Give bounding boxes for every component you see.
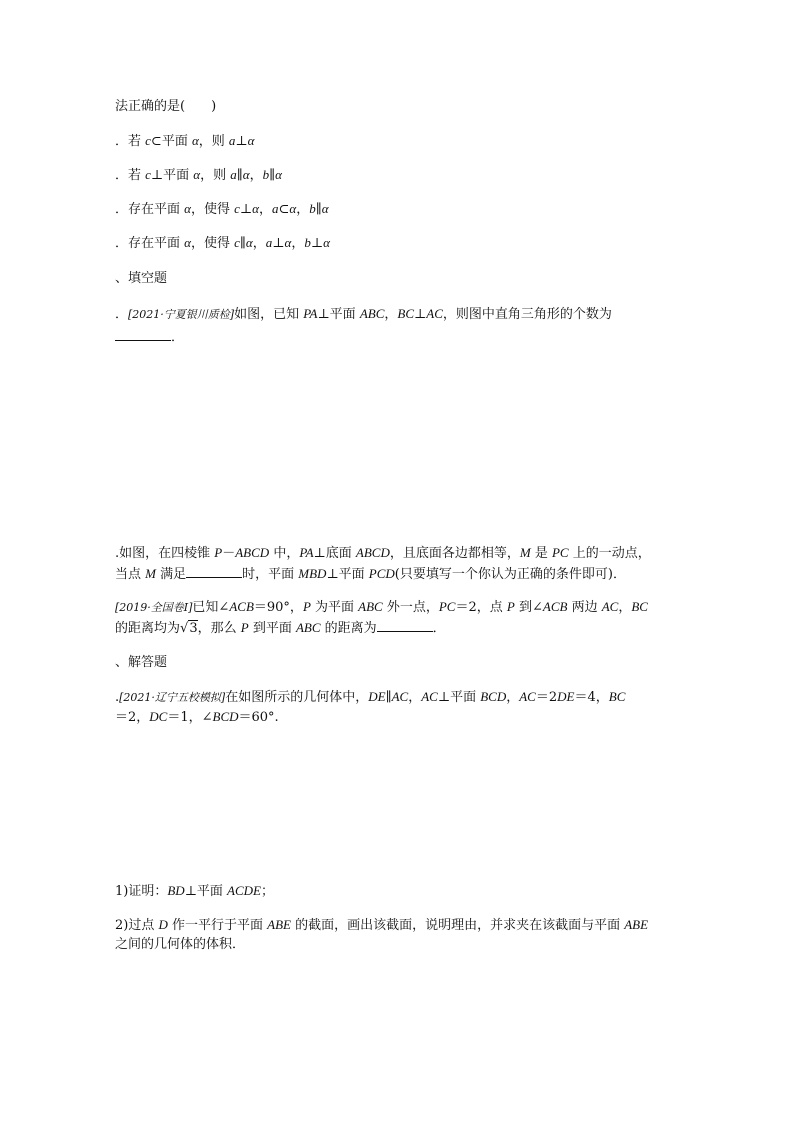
math-var: AC [601, 599, 619, 614]
option-c [115, 201, 329, 218]
section-heading-fill [115, 271, 167, 287]
math-var: P [240, 620, 249, 635]
fill-question-1 [115, 306, 612, 323]
question-text: ． [115, 307, 129, 322]
math-var: M [519, 545, 531, 560]
answer-blank[interactable] [115, 328, 171, 341]
option-text: ．存在平面 [115, 236, 185, 251]
math-var: PA [299, 545, 314, 560]
math-var: c [145, 133, 151, 148]
question-text: ， [384, 307, 398, 322]
fill-question-3-line-1 [115, 599, 648, 616]
question-text: ； [261, 884, 275, 899]
fill-question-2-line-1 [115, 545, 651, 562]
question-text: 两边 [567, 600, 602, 615]
math-var: BC [631, 599, 648, 614]
option-text: ，则 [198, 134, 229, 149]
question-text: ，则图中直角三角形的个数为 [442, 307, 612, 322]
question-text: 上的一动点， [568, 546, 651, 561]
math-var: a [265, 235, 273, 250]
option-text: ，使得 [190, 236, 235, 251]
math-var: α [323, 235, 330, 250]
math-var: MBD [298, 566, 327, 581]
option-text: ．若 [115, 168, 146, 183]
math-var: ACB [542, 599, 568, 614]
math-var: α [284, 235, 292, 250]
question-text: 作一平行于平面 [167, 918, 268, 933]
math-var: AC [421, 689, 438, 704]
answer-blank[interactable] [186, 565, 242, 578]
option-text: ．若 [115, 134, 146, 149]
option-b [115, 167, 282, 184]
math-var: c [145, 167, 151, 182]
question-text: 如图，已知 [234, 307, 304, 322]
question-text: ⊥平面 [326, 567, 369, 582]
question-text: 是 [530, 546, 552, 561]
math-var: ACDE [227, 883, 261, 898]
math-var: b [309, 201, 316, 216]
fill-question-1-answer [115, 328, 184, 346]
sqrt-radicand: 3 [189, 621, 198, 636]
math-var: M [145, 566, 156, 581]
question-text: 到∠ [514, 600, 543, 615]
math-var: α [184, 201, 191, 216]
question-text: 时，平面 [242, 567, 299, 582]
math-var: c [234, 201, 240, 216]
math-var: ABC [358, 599, 383, 614]
sqrt-symbol: √ [180, 621, 189, 636]
option-text: ⊥ [235, 134, 248, 149]
question-text: ⊥平面 [184, 884, 228, 899]
source-tag: [2019·全国卷Ⅰ] [115, 601, 193, 614]
question-text: (只要填写一个你认为正确的条件即可)． [394, 567, 626, 582]
math-var: b [304, 235, 311, 250]
math-var: PA [303, 306, 318, 321]
option-text: ∥ [269, 168, 276, 183]
math-var: ABC [359, 306, 385, 321]
question-text: 1)证明： [115, 884, 168, 899]
math-var: BD [167, 883, 185, 898]
math-var: b [262, 167, 270, 182]
question-text: 当点 [115, 567, 146, 582]
question-text: 中， [269, 546, 300, 561]
sub-question-2-line-1 [115, 917, 648, 934]
math-var: AC [519, 689, 536, 704]
answer-blank[interactable] [377, 619, 433, 632]
question-text: ∥ [385, 690, 392, 705]
math-var: α [184, 235, 191, 250]
math-var: α [245, 235, 253, 250]
option-text: ， [291, 236, 305, 251]
option-text: ．存在平面 [115, 202, 185, 217]
question-text: 已知∠ [192, 600, 230, 615]
option-text: ∥ [239, 236, 246, 251]
math-var: P [214, 545, 223, 560]
question-text: ＝4， [574, 690, 609, 705]
question-text: ． [171, 330, 185, 345]
option-text: ，则 [200, 168, 231, 183]
question-text: ＝2， [115, 710, 150, 725]
math-var: P [506, 599, 515, 614]
question-text: 到平面 [248, 621, 296, 636]
question-text: ＝1，∠ [167, 710, 213, 725]
question-text: .如图，在四棱锥 [115, 546, 215, 561]
math-var: α [321, 201, 329, 216]
math-var: ABCD [355, 545, 390, 560]
option-text: ，使得 [190, 202, 235, 217]
question-text: ＝60°. [238, 710, 279, 725]
question-text: ，且底面各边都相等， [389, 546, 520, 561]
math-var: BCD [480, 689, 507, 704]
question-stem [115, 99, 216, 115]
option-text: ⊥平面 [150, 168, 194, 183]
question-text: ， [506, 690, 520, 705]
question-text: 的截面，画出该截面，说明理由，并求夹在该截面与平面 [290, 918, 625, 933]
question-text: 之间的几何体的体积． [115, 937, 246, 952]
math-var: α [193, 167, 201, 182]
sqrt-expression [180, 621, 198, 637]
option-text: ⊂平面 [150, 134, 192, 149]
option-text: ⊥ [310, 236, 324, 251]
math-var: ABE [624, 917, 649, 932]
section-heading-text: 、填空题 [115, 271, 168, 286]
question-text: － [222, 546, 236, 561]
question-text: 满足 [155, 567, 187, 582]
question-text: ＝2，点 [455, 600, 507, 615]
question-text: ⊥ [414, 307, 427, 322]
math-var: AC [426, 306, 443, 321]
question-text: 为平面 [310, 600, 359, 615]
option-text: ⊥ [272, 236, 285, 251]
math-var: DE [557, 689, 575, 704]
option-text: ， [252, 236, 266, 251]
option-a [115, 133, 254, 150]
option-text: ， [249, 168, 263, 183]
math-var: DE [368, 689, 386, 704]
question-text: ⊥平面 [437, 690, 481, 705]
question-text: ＝90°， [253, 600, 303, 615]
option-text: ， [296, 202, 310, 217]
fill-question-2-line-2 [115, 565, 626, 583]
math-var: BC [397, 306, 415, 321]
source-tag: [2021·宁夏银川质检] [128, 308, 235, 321]
question-text: 的距离均为 [115, 621, 181, 636]
math-var: BCD [212, 709, 239, 724]
question-text: 的距离为 [320, 621, 377, 636]
option-d [115, 235, 330, 252]
answer-question-1-line-2 [115, 709, 279, 726]
math-var: c [234, 235, 240, 250]
math-var: D [158, 917, 168, 932]
section-heading-answer [115, 655, 167, 671]
question-text: . [115, 690, 120, 705]
math-var: α [242, 167, 250, 182]
math-var: AC [391, 689, 409, 704]
math-var: PC [551, 545, 569, 560]
math-var: a [228, 133, 236, 148]
option-text: ， [258, 202, 272, 217]
option-text: ⊂ [278, 202, 290, 217]
math-var: BC [608, 689, 626, 704]
math-var: α [191, 133, 199, 148]
option-text: ⊥ [239, 202, 253, 217]
math-var: DC [149, 709, 168, 724]
section-heading-text: 、解答题 [115, 655, 168, 670]
source-tag: [2021·辽宁五校模拟] [119, 691, 226, 704]
option-text: ∥ [315, 202, 322, 217]
question-text: ， [618, 600, 632, 615]
math-var: ACB [229, 599, 254, 614]
question-text: 2)过点 [115, 918, 159, 933]
math-var: α [247, 133, 255, 148]
sub-question-1 [115, 883, 274, 900]
question-text: ⊥底面 [313, 546, 356, 561]
math-var: α [252, 201, 259, 216]
math-var: PCD [368, 566, 395, 581]
math-var: a [271, 201, 279, 216]
sub-question-2-line-2 [115, 937, 245, 953]
math-var: α [275, 167, 282, 182]
option-text: ∥ [236, 168, 243, 183]
question-text: ，那么 [197, 621, 241, 636]
math-var: ABE [267, 917, 291, 932]
question-text: ． [432, 621, 446, 636]
math-var: a [230, 167, 237, 182]
math-var: PC [438, 599, 456, 614]
math-var: P [302, 599, 311, 614]
question-text: 在如图所示的几何体中， [225, 690, 369, 705]
question-text: ， [408, 690, 422, 705]
answer-question-1-line-1 [115, 689, 625, 706]
question-text: 外一点， [382, 600, 439, 615]
question-text: ＝2 [535, 690, 558, 705]
math-var: ABC [295, 620, 321, 635]
math-var: α [289, 201, 297, 216]
fill-question-3-line-2 [115, 619, 446, 637]
question-stem-text: 法正确的是( ) [115, 99, 217, 114]
math-var: ABCD [235, 545, 270, 560]
question-text: ⊥平面 [317, 307, 360, 322]
